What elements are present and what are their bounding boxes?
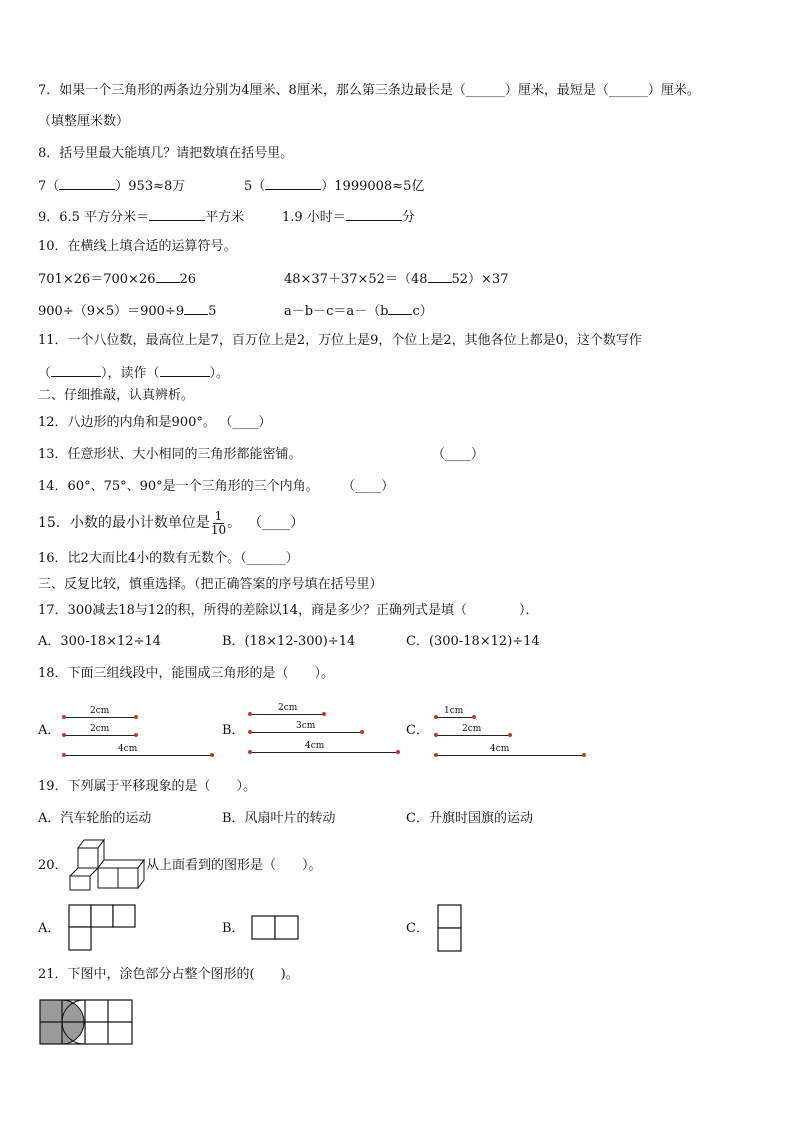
q17-option-b[interactable]: B．(18×12-300)÷14: [222, 634, 356, 649]
q16-answer-paren[interactable]: （______）: [240, 551, 299, 566]
q15-answer-paren[interactable]: （____）: [255, 515, 305, 531]
q17-text: 17．300减去18与12的积，所得的差除以14，商是多少？正确列式是填（ ）．: [38, 603, 539, 618]
q14-answer-paren[interactable]: （____）: [348, 479, 395, 494]
q10-title: 10．在横线上填合适的运算符号。: [38, 239, 237, 254]
q17-option-c[interactable]: C．(300-18×12)÷14: [406, 634, 540, 649]
q21-shaded-grid-figure: [39, 999, 133, 1045]
q9-b-blank[interactable]: [346, 207, 402, 221]
q21-text: 21．下图中，涂色部分占整个图形的( )。: [38, 967, 299, 982]
q20-option-a-figure: [68, 904, 138, 952]
q15-fraction: $\frac{1}{10}$: [210, 508, 227, 537]
q8-part-b: 5（ ）1999008≈5亿: [244, 176, 424, 196]
q12-answer-paren[interactable]: （____）: [225, 415, 272, 430]
segment-label: 4cm: [118, 744, 138, 754]
q19-option-b[interactable]: B．风扇叶片的转动: [222, 811, 336, 826]
q8-title: 8．括号里最大能填几？请把数填在括号里。: [38, 146, 294, 161]
segment-line: [64, 755, 212, 756]
q16: 16．比2大而比4小的数有无数个。（______）: [38, 551, 299, 566]
q9-part-b: 1.9 小时＝ 分: [282, 207, 415, 227]
segment-line: [250, 752, 398, 753]
q9-a-blank[interactable]: [149, 207, 205, 221]
section-3-heading: 三、反复比较，慎重选择。（把正确答案的序号填在括号里）: [38, 577, 383, 592]
q8-part-a: 7（ ）953≈8万: [38, 176, 185, 196]
segment-label: 2cm: [462, 724, 482, 734]
segment-line: [250, 714, 324, 715]
segment-label: 2cm: [278, 703, 298, 713]
q19-option-a[interactable]: A．汽车轮胎的运动: [38, 811, 152, 826]
q20-text: 从上面看到的图形是（ ）。: [146, 858, 322, 873]
q11-write-blank[interactable]: [51, 363, 101, 377]
segment-label: 4cm: [490, 744, 510, 754]
q17-option-a[interactable]: A．300-18×12÷14: [38, 634, 162, 649]
q18-option-b[interactable]: B．: [222, 723, 245, 738]
q8-b-blank[interactable]: [265, 176, 321, 190]
q11-line1: 11．一个八位数，最高位上是7，百万位上是2，万位上是9，个位上是2，其他各位上都是0，这个数写作: [38, 333, 642, 348]
q13-answer-paren[interactable]: （____）: [432, 447, 485, 462]
segment-label: 2cm: [90, 706, 110, 716]
segment-line: [64, 717, 136, 718]
q11-read-blank[interactable]: [160, 363, 210, 377]
q11-line2: （ ），读作（ ）。: [38, 363, 229, 383]
q19-option-c[interactable]: C．升旗时国旗的运动: [406, 811, 533, 826]
q7-line2: （填整厘米数）: [38, 114, 130, 129]
q14: 14．60°、75°、90°是一个三角形的三个内角。 （____）: [38, 479, 395, 494]
q7-line1: 7．如果一个三角形的两条边分别为4厘米、8厘米，那么第三条边最长是（______）厘米，最短是（______）厘米。: [38, 83, 700, 98]
segment-line: [436, 735, 510, 736]
q10-row2-a: 900÷（9×5）＝900÷9 5: [38, 301, 216, 321]
q20-cube-figure: [68, 836, 148, 892]
q18-text: 18．下面三组线段中，能围成三角形的是（ ）。: [38, 666, 335, 681]
q20-number: 20．: [38, 858, 68, 873]
q10-row1-b: 48×37＋37×52＝（48 52）×37: [284, 269, 508, 289]
q20-option-b-figure: [251, 915, 301, 941]
section-2-heading: 二、仔细推敲，认真辨析。: [38, 388, 195, 403]
q18-option-a[interactable]: A．: [38, 723, 61, 738]
q10-r2a-blank[interactable]: [184, 301, 208, 315]
q12: 12．八边形的内角和是900°。 （____）: [38, 415, 272, 430]
q18-option-c[interactable]: C．: [406, 723, 429, 738]
q19-text: 19．下列属于平移现象的是（ ）。: [38, 779, 257, 794]
q10-r1b-blank[interactable]: [428, 269, 452, 283]
q10-r2b-blank[interactable]: [388, 301, 412, 315]
segment-line: [436, 755, 584, 756]
q10-row1-a: 701×26＝700×26 26: [38, 269, 196, 289]
q10-row2-b: a－b－c＝a－（b c）: [284, 301, 433, 321]
segment-label: 3cm: [296, 721, 316, 731]
q20-option-c-figure: [437, 904, 463, 952]
q8-a-blank[interactable]: [59, 176, 115, 190]
segment-line: [436, 717, 474, 718]
segment-line: [250, 732, 362, 733]
q20-option-c[interactable]: C．: [406, 921, 429, 936]
q13: 13．任意形状、大小相同的三角形都能密铺。: [38, 447, 302, 462]
q15: 15．小数的最小计数单位是 $\frac{1}{10}$ 。 （____）: [38, 508, 305, 537]
segment-label: 1cm: [444, 706, 464, 716]
segment-line: [64, 735, 136, 736]
q9-part-a: 9．6.5 平方分米＝ 平方米: [38, 207, 244, 227]
q20-option-a[interactable]: A．: [38, 921, 61, 936]
q10-r1a-blank[interactable]: [156, 269, 180, 283]
q20-option-b[interactable]: B．: [222, 921, 245, 936]
segment-label: 4cm: [305, 741, 325, 751]
segment-label: 2cm: [90, 724, 110, 734]
